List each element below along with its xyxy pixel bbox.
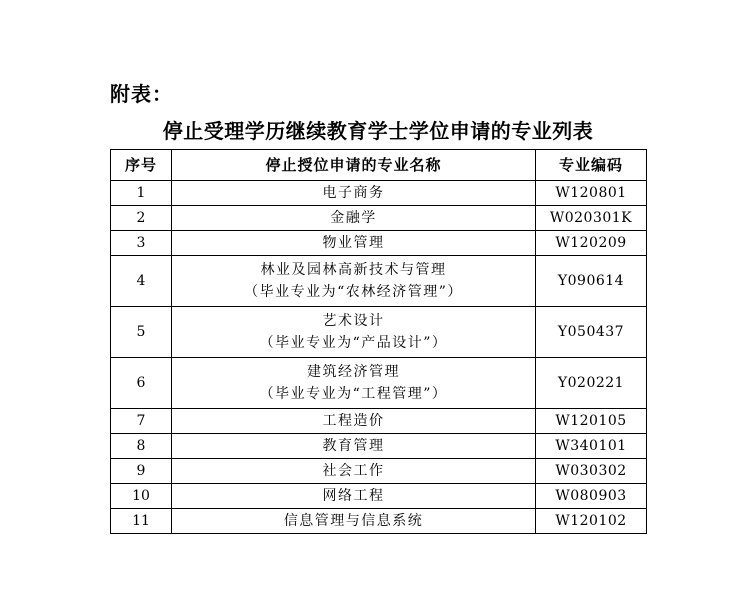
table-row — [111, 434, 647, 459]
major-name: 建筑经济管理 — [307, 364, 400, 380]
major-name: 社会工作 — [322, 463, 385, 479]
row-major-name — [172, 358, 536, 409]
row-major-name — [172, 256, 536, 307]
row-major-name — [172, 206, 536, 231]
row-seq: 11 — [111, 509, 172, 534]
row-major-code: Y020221 — [536, 358, 647, 409]
major-name: 工程造价 — [322, 413, 385, 429]
row-major-name — [172, 409, 536, 434]
row-major-code: Y090614 — [536, 256, 647, 307]
major-name: 教育管理 — [322, 438, 385, 454]
row-seq: 7 — [111, 409, 172, 434]
row-major-code: W080903 — [536, 484, 647, 509]
table-row — [111, 484, 647, 509]
major-name: 电子商务 — [322, 185, 385, 201]
row-major-code: W120105 — [536, 409, 647, 434]
row-major-name — [172, 307, 536, 358]
table-row — [111, 358, 647, 409]
row-major-code: Y050437 — [536, 307, 647, 358]
major-name: 网络工程 — [322, 488, 385, 504]
major-list-table — [110, 149, 647, 534]
row-seq: 3 — [111, 231, 172, 256]
row-seq: 6 — [111, 358, 172, 409]
document-title: 停止受理学历继续教育学士学位申请的专业列表 — [162, 119, 594, 143]
row-major-name — [172, 181, 536, 206]
row-major-name — [172, 434, 536, 459]
table-row — [111, 509, 647, 534]
table-row — [111, 206, 647, 231]
table-row — [111, 459, 647, 484]
major-name: 艺术设计 — [322, 313, 385, 329]
row-major-name — [172, 509, 536, 534]
row-seq: 4 — [111, 256, 172, 307]
table-header-row — [111, 150, 647, 181]
row-seq: 10 — [111, 484, 172, 509]
major-name: 信息管理与信息系统 — [283, 513, 424, 529]
row-major-code: W120209 — [536, 231, 647, 256]
major-note: （毕业专业为“产品设计”） — [259, 335, 448, 351]
row-major-name — [172, 484, 536, 509]
row-major-name — [172, 459, 536, 484]
row-major-code: W120102 — [536, 509, 647, 534]
row-seq: 8 — [111, 434, 172, 459]
header-seq: 序号 — [111, 150, 172, 181]
header-major-code: 专业编码 — [536, 150, 647, 181]
major-name: 物业管理 — [322, 235, 385, 251]
table-row — [111, 181, 647, 206]
row-major-code: W020301K — [536, 206, 647, 231]
major-name: 林业及园林高新技术与管理 — [260, 262, 447, 278]
row-major-name — [172, 231, 536, 256]
annex-label: 附表： — [110, 82, 173, 106]
table-row — [111, 256, 647, 307]
row-seq: 5 — [111, 307, 172, 358]
row-major-code: W120801 — [536, 181, 647, 206]
row-seq: 9 — [111, 459, 172, 484]
row-major-code: W030302 — [536, 459, 647, 484]
row-seq: 2 — [111, 206, 172, 231]
header-major-name: 停止授位申请的专业名称 — [172, 150, 536, 181]
table-row — [111, 231, 647, 256]
table-row — [111, 409, 647, 434]
major-note: （毕业专业为“工程管理”） — [259, 386, 448, 402]
row-seq: 1 — [111, 181, 172, 206]
table-row — [111, 307, 647, 358]
major-note: （毕业专业为“农林经济管理”） — [244, 284, 463, 300]
row-major-code: W340101 — [536, 434, 647, 459]
major-name: 金融学 — [330, 210, 377, 226]
